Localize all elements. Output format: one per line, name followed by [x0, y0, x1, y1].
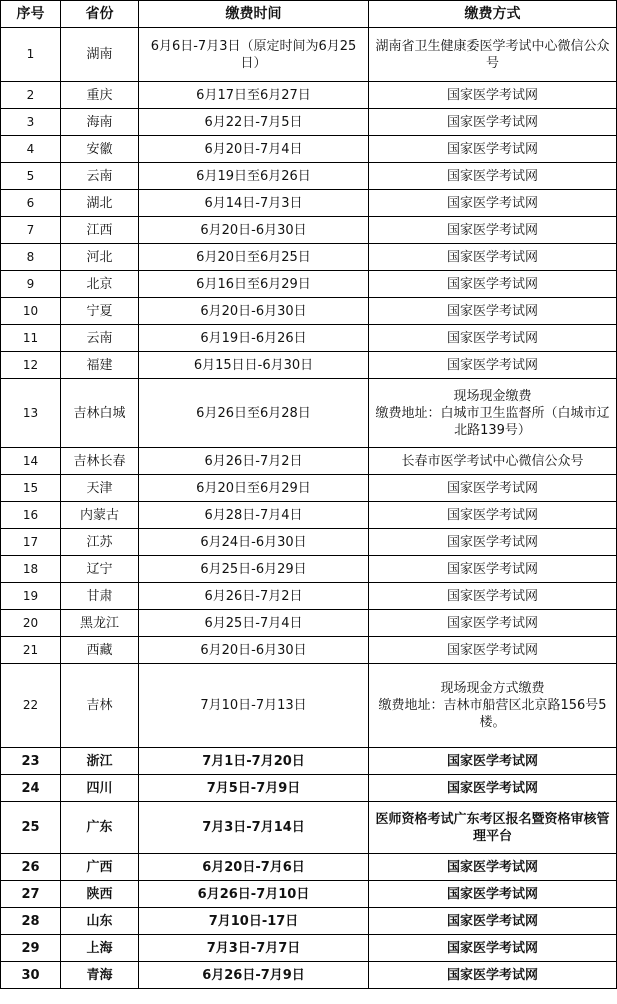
table-row [1, 28, 617, 82]
cell-province: 天津 [61, 475, 139, 502]
cell-time: 7月5日-7月9日 [139, 775, 369, 802]
cell-method: 医师资格考试广东考区报名暨资格审核管理平台 [369, 802, 617, 854]
table-row [1, 190, 617, 217]
table-row [1, 854, 617, 881]
table-row [1, 379, 617, 448]
cell-province: 吉林白城 [61, 379, 139, 448]
cell-method: 国家医学考试网 [369, 908, 617, 935]
cell-time: 7月10日-7月13日 [139, 664, 369, 748]
cell-index: 9 [1, 271, 61, 298]
cell-time: 6月26日-7月2日 [139, 448, 369, 475]
cell-index: 21 [1, 637, 61, 664]
cell-index: 28 [1, 908, 61, 935]
cell-index: 18 [1, 556, 61, 583]
cell-province: 吉林长春 [61, 448, 139, 475]
cell-method: 国家医学考试网 [369, 854, 617, 881]
cell-method: 现场现金方式缴费 缴费地址：吉林市船营区北京路156号5楼。 [369, 664, 617, 748]
cell-method: 国家医学考试网 [369, 82, 617, 109]
cell-time: 6月15日日-6月30日 [139, 352, 369, 379]
cell-index: 26 [1, 854, 61, 881]
table-row [1, 82, 617, 109]
cell-time: 7月3日-7月7日 [139, 935, 369, 962]
cell-index: 20 [1, 610, 61, 637]
cell-province: 宁夏 [61, 298, 139, 325]
cell-time: 6月6日-7月3日（原定时间为6月25日） [139, 28, 369, 82]
header-row [1, 1, 617, 28]
cell-time: 6月26日-7月10日 [139, 881, 369, 908]
table-row [1, 325, 617, 352]
table-row [1, 109, 617, 136]
table-row [1, 583, 617, 610]
cell-province: 四川 [61, 775, 139, 802]
header-method: 缴费方式 [369, 1, 617, 28]
cell-method: 现场现金缴费 缴费地址：白城市卫生监督所（白城市辽北路139号） [369, 379, 617, 448]
table-row [1, 271, 617, 298]
cell-method: 国家医学考试网 [369, 748, 617, 775]
cell-province: 江苏 [61, 529, 139, 556]
cell-index: 19 [1, 583, 61, 610]
cell-province: 湖南 [61, 28, 139, 82]
table-row [1, 881, 617, 908]
table-row [1, 244, 617, 271]
header-time: 缴费时间 [139, 1, 369, 28]
cell-index: 6 [1, 190, 61, 217]
cell-method: 国家医学考试网 [369, 502, 617, 529]
cell-index: 25 [1, 802, 61, 854]
cell-method: 国家医学考试网 [369, 583, 617, 610]
table-row [1, 136, 617, 163]
cell-method: 长春市医学考试中心微信公众号 [369, 448, 617, 475]
cell-province: 江西 [61, 217, 139, 244]
table-row [1, 529, 617, 556]
cell-method: 国家医学考试网 [369, 136, 617, 163]
cell-province: 黑龙江 [61, 610, 139, 637]
cell-time: 6月25日-7月4日 [139, 610, 369, 637]
cell-time: 6月19日至6月26日 [139, 163, 369, 190]
cell-province: 云南 [61, 163, 139, 190]
cell-time: 6月24日-6月30日 [139, 529, 369, 556]
cell-time: 6月26日-7月2日 [139, 583, 369, 610]
cell-index: 1 [1, 28, 61, 82]
cell-method: 国家医学考试网 [369, 352, 617, 379]
cell-method: 国家医学考试网 [369, 881, 617, 908]
table-row [1, 610, 617, 637]
cell-province: 浙江 [61, 748, 139, 775]
cell-time: 6月20日至6月29日 [139, 475, 369, 502]
cell-method: 湖南省卫生健康委医学考试中心微信公众号 [369, 28, 617, 82]
cell-method: 国家医学考试网 [369, 325, 617, 352]
cell-index: 16 [1, 502, 61, 529]
cell-province: 广东 [61, 802, 139, 854]
cell-time: 6月28日-7月4日 [139, 502, 369, 529]
cell-province: 北京 [61, 271, 139, 298]
cell-province: 青海 [61, 962, 139, 989]
table-row [1, 748, 617, 775]
header-index: 序号 [1, 1, 61, 28]
cell-index: 10 [1, 298, 61, 325]
table-row [1, 664, 617, 748]
cell-time: 6月20日-6月30日 [139, 217, 369, 244]
table-row [1, 298, 617, 325]
cell-index: 11 [1, 325, 61, 352]
cell-time: 6月20日-6月30日 [139, 298, 369, 325]
cell-time: 6月20日-6月30日 [139, 637, 369, 664]
cell-time: 6月14日-7月3日 [139, 190, 369, 217]
cell-index: 30 [1, 962, 61, 989]
cell-time: 6月20日至6月25日 [139, 244, 369, 271]
cell-method: 国家医学考试网 [369, 637, 617, 664]
cell-time: 6月26日-7月9日 [139, 962, 369, 989]
cell-method: 国家医学考试网 [369, 298, 617, 325]
cell-time: 6月22日-7月5日 [139, 109, 369, 136]
table-row [1, 556, 617, 583]
cell-province: 吉林 [61, 664, 139, 748]
cell-index: 12 [1, 352, 61, 379]
cell-time: 7月10日-17日 [139, 908, 369, 935]
cell-index: 7 [1, 217, 61, 244]
cell-time: 6月20日-7月4日 [139, 136, 369, 163]
cell-method: 国家医学考试网 [369, 529, 617, 556]
cell-province: 云南 [61, 325, 139, 352]
cell-method: 国家医学考试网 [369, 163, 617, 190]
cell-province: 重庆 [61, 82, 139, 109]
cell-province: 上海 [61, 935, 139, 962]
table-row [1, 637, 617, 664]
cell-method: 国家医学考试网 [369, 109, 617, 136]
table-row [1, 775, 617, 802]
cell-time: 7月3日-7月14日 [139, 802, 369, 854]
table-row [1, 352, 617, 379]
table-row [1, 908, 617, 935]
table-row [1, 475, 617, 502]
cell-index: 22 [1, 664, 61, 748]
cell-method: 国家医学考试网 [369, 962, 617, 989]
cell-index: 27 [1, 881, 61, 908]
cell-method: 国家医学考试网 [369, 556, 617, 583]
cell-time: 6月20日-7月6日 [139, 854, 369, 881]
cell-time: 6月25日-6月29日 [139, 556, 369, 583]
table-row [1, 448, 617, 475]
cell-time: 6月26日至6月28日 [139, 379, 369, 448]
cell-index: 29 [1, 935, 61, 962]
table-row [1, 935, 617, 962]
cell-index: 15 [1, 475, 61, 502]
table-row [1, 163, 617, 190]
cell-province: 福建 [61, 352, 139, 379]
cell-province: 山东 [61, 908, 139, 935]
cell-province: 湖北 [61, 190, 139, 217]
table-row [1, 502, 617, 529]
cell-method: 国家医学考试网 [369, 475, 617, 502]
cell-index: 23 [1, 748, 61, 775]
cell-index: 14 [1, 448, 61, 475]
cell-index: 3 [1, 109, 61, 136]
table-row [1, 962, 617, 989]
cell-province: 内蒙古 [61, 502, 139, 529]
table-row [1, 802, 617, 854]
cell-method: 国家医学考试网 [369, 610, 617, 637]
cell-time: 6月17日至6月27日 [139, 82, 369, 109]
cell-method: 国家医学考试网 [369, 935, 617, 962]
cell-index: 24 [1, 775, 61, 802]
cell-index: 17 [1, 529, 61, 556]
cell-time: 6月16日至6月29日 [139, 271, 369, 298]
cell-method: 国家医学考试网 [369, 244, 617, 271]
cell-index: 4 [1, 136, 61, 163]
cell-province: 陕西 [61, 881, 139, 908]
cell-province: 安徽 [61, 136, 139, 163]
cell-index: 13 [1, 379, 61, 448]
cell-index: 5 [1, 163, 61, 190]
cell-method: 国家医学考试网 [369, 217, 617, 244]
cell-index: 8 [1, 244, 61, 271]
cell-index: 2 [1, 82, 61, 109]
cell-time: 7月1日-7月20日 [139, 748, 369, 775]
cell-province: 广西 [61, 854, 139, 881]
cell-province: 河北 [61, 244, 139, 271]
table-row [1, 217, 617, 244]
cell-province: 西藏 [61, 637, 139, 664]
cell-province: 辽宁 [61, 556, 139, 583]
cell-province: 海南 [61, 109, 139, 136]
cell-time: 6月19日-6月26日 [139, 325, 369, 352]
cell-province: 甘肃 [61, 583, 139, 610]
cell-method: 国家医学考试网 [369, 271, 617, 298]
cell-method: 国家医学考试网 [369, 190, 617, 217]
header-province: 省份 [61, 1, 139, 28]
cell-method: 国家医学考试网 [369, 775, 617, 802]
